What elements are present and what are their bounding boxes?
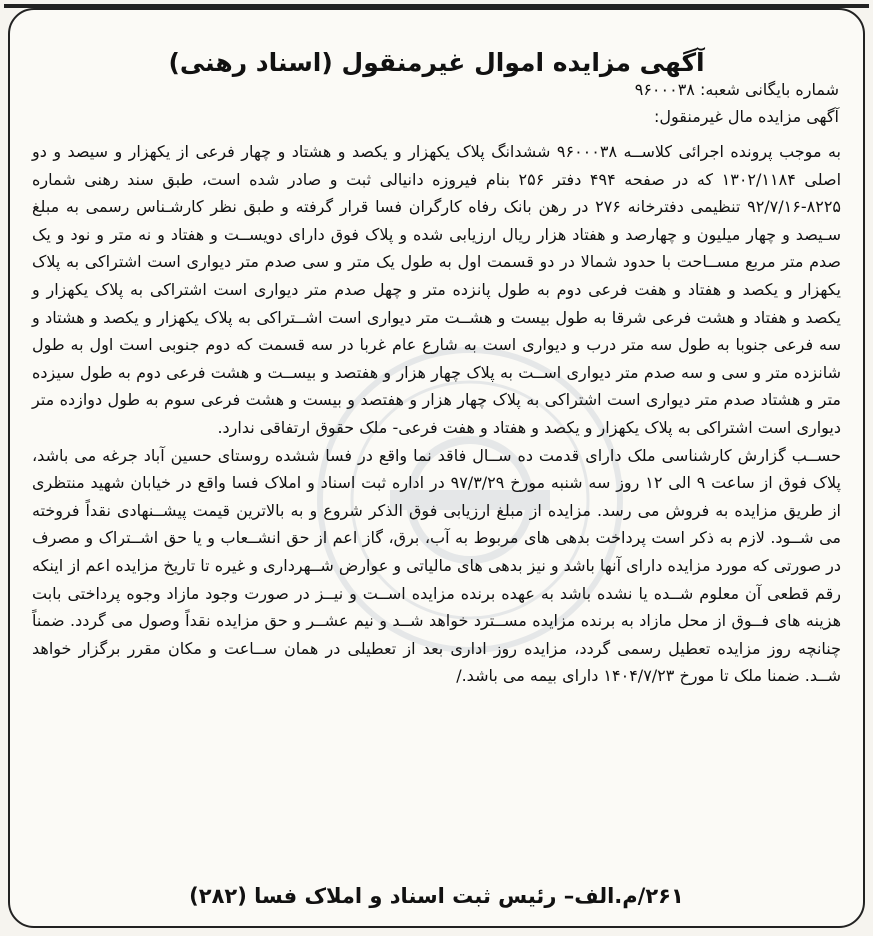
body-paragraph-1: به موجب پرونده اجرائی کلاســه ۹۶۰۰۰۳۸ ششدانگ پلاک یکهزار و یکصد و هشتاد و چهار فرعی از یکهزار و سیصد و دو اصلی ۱۳۰۲/۱۱۸۴ که در صفحه ۴۹۴ دفتر ۲۵۶ بنام فیروزه دانیالی ثبت و صادر شده است، طبق سند رهنی شماره ۸۲۲۵-۹۲/۷/۱۶ تنظیمی دفترخانه ۲۷۶ در رهن بانک رفاه کارگران فسا قرار گرفته و طبق نظر کارشـناس رسمی به مبلغ سـیصد و چهار میلیون و چهارصد و هفتاد هزار ریال ارزیابی شده و پلاک فوق دارای دویســت و هفتاد و نه متر و نود و یک صدم متر مربع مســاحت با حدود شمالا در دو قسمت اول به طول یک متر و سی صدم متر دیواری است اشتراکی به پلاک یکهزار و یکصد و هفتاد و هفت فرعی دوم به طول پانزده متر و چهل صدم متر دیواری است اشتراکی به پلاک یکهزار و یکصد و هفتاد و هشت فرعی شرقا به طول بیست و هشــت متر دیواری است اشــتراکی به پلاک یکهزار و یکصد و هشتاد و سه فرعی جنوبا به طول سه متر درب و دیواری است به شارع عام غربا در سه قسمت که دوم جنوبی است اول به طول شانزده متر و سی و سه صدم متر دیواری اســت به پلاک چهار هزار و هفتصد و بیســت و هشت فرعی دوم به طول سیزده متر و هشتاد صدم متر دیواری است اشتراکی به پلاک چهار هزار و هفتصد و بیست و هشت فرعی سوم به طول دوازده متر دیواری است اشتراکی به پلاک یکهزار و یکصد و هفتاد و هفت فرعی- ملک حقوق ارتفاقی ندارد. bbox=[32, 142, 842, 437]
notice-page bbox=[4, 4, 869, 932]
notice-subheading: آگهی مزایده مال غیرمنقول: bbox=[654, 107, 839, 126]
notice-body bbox=[32, 138, 841, 690]
notice-title: آگهی مزایده اموال غیرمنقول (اسناد رهنی) bbox=[168, 48, 705, 77]
notice-footer-signature: ۲۶۱/م.الف– رئیس ثبت اسناد و املاک فسا (۲۸۲) bbox=[189, 884, 684, 908]
archive-number: شماره بایگانی شعبه: ۹۶۰۰۰۳۸ bbox=[634, 80, 839, 99]
body-paragraph-2: حســب گزارش کارشناسی ملک دارای قدمت ده ســال فاقد نما واقع در فسا ششده روستای حسین آباد جرغه می باشد، پلاک فوق از ساعت ۹ الی ۱۲ روز سه شنبه مورخ ۹۷/۳/۲۹ در اداره ثبت اسناد و املاک فسا واقع در خیابان شهید منتظری از طریق مزایده به فروش می رسد. مزایده از مبلغ ارزیابی فوق الذکر شروع و به بالاترین قیمت پیشــنهادی نقداً فروخته می شــود. لازم به ذکر است پرداخت بدهی های مربوط به آب، برق، گاز اعم از حق انشــعاب و یا حق اشــتراک و مصرف در صورتی که مورد مزایده دارای آنها باشد و نیز بدهی های مالیاتی و عوارض شــهرداری و غیره تا تاریخ مزایده اعم از اینکه رقم قطعی آن معلوم شــده یا نشده باشد به عهده برنده مزایده اســت و نیــز در صورت وجود مازاد وجوه پرداختی بابت هزینه های فــوق از محل مازاد به برنده مزایده مســترد خواهد شــد و نیم عشــر و حق مزایده نقداً وصول می گردد. ضمناً چنانچه روز مزایده تعطیل رسمی گردد، مزایده روز اداری بعد از تعطیلی در همان ســاعت و مکان مقرر برگزار خواهد شــد. ضمنا ملک تا مورخ ۱۴۰۴/۷/۲۳ دارای بیمه می باشد./ bbox=[32, 445, 842, 686]
notice-frame bbox=[8, 8, 865, 928]
